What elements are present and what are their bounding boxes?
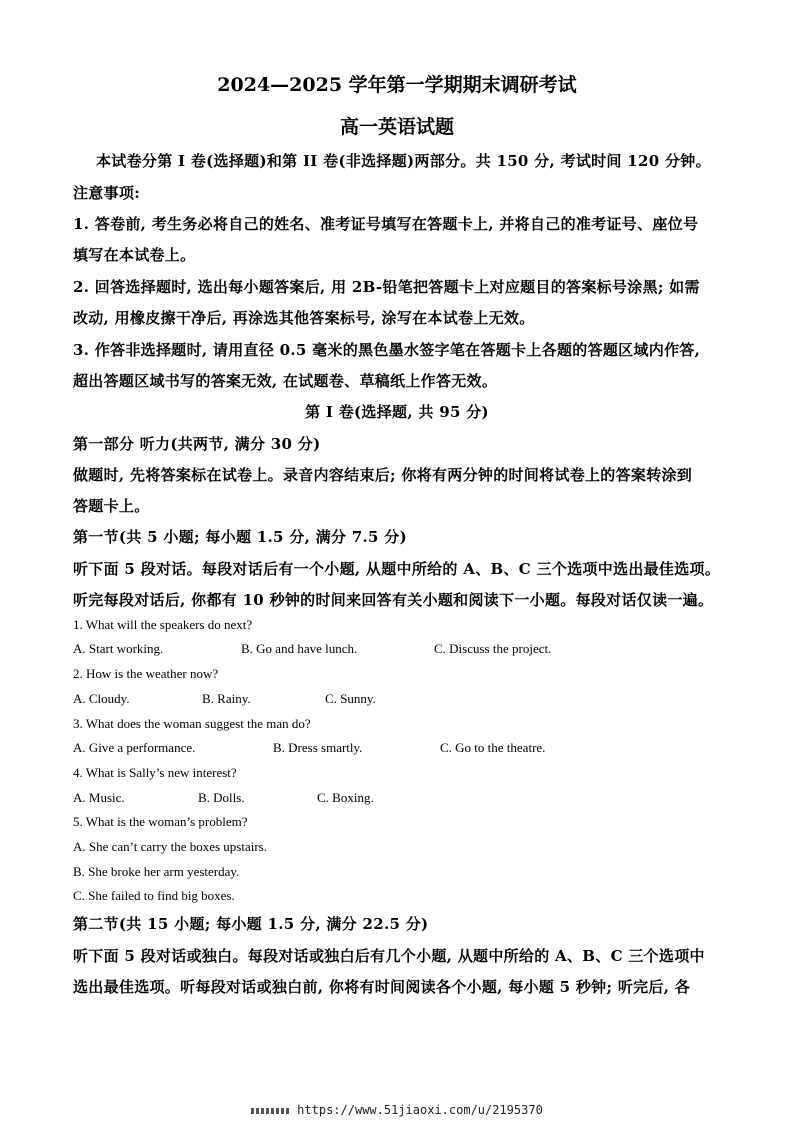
notice-item-3-cont: 超出答题区域书写的答案无效, 在试题卷、草稿纸上作答无效。 xyxy=(73,372,498,390)
q2-option-b: B. Rainy. xyxy=(202,691,251,706)
question-5: 5. What is the woman’s problem? xyxy=(73,814,248,829)
q5-option-b: B. She broke her arm yesterday. xyxy=(73,864,240,879)
q5-option-c: C. She failed to find big boxes. xyxy=(73,888,235,903)
q1-option-a: A. Start working. xyxy=(73,641,164,656)
q2-option-a: A. Cloudy. xyxy=(73,691,130,706)
notice-item-1: 1. 答卷前, 考生务必将自己的姓名、准考证号填写在答题卡上, 并将自己的准考证号、座位号 xyxy=(73,215,699,233)
notice-item-2-cont: 改动, 用橡皮擦干净后, 再涂选其他答案标号, 涂写在本试卷上无效。 xyxy=(73,309,535,327)
q4-option-c: C. Boxing. xyxy=(317,790,374,805)
part1-instructions: 做题时, 先将答案标在试卷上。录音内容结束后; 你将有两分钟的时间将试卷上的答案转涂到 xyxy=(73,466,693,484)
notice-item-3: 3. 作答非选择题时, 请用直径 0.5 毫米的黑色墨水签字笔在答题卡上各题的答题区域内作答, xyxy=(73,341,701,359)
q1-option-c: C. Discuss the project. xyxy=(434,641,552,656)
notice-heading: 注意事项: xyxy=(73,184,141,202)
footer-url[interactable]: https://www.51jiaoxi.com/u/2195370 xyxy=(297,1103,543,1117)
q4-option-a: A. Music. xyxy=(73,790,125,805)
q3-option-c: C. Go to the theatre. xyxy=(440,740,546,755)
question-3: 3. What does the woman suggest the man do? xyxy=(73,716,311,731)
question-2: 2. How is the weather now? xyxy=(73,666,219,681)
question-4: 4. What is Sally’s new interest? xyxy=(73,765,237,780)
part1-instructions-cont: 答题卡上。 xyxy=(73,497,150,515)
q3-option-b: B. Dress smartly. xyxy=(273,740,363,755)
intro-text: 本试卷分第 I 卷(选择题)和第 II 卷(非选择题)两部分。共 150 分, 考试时间 120 分钟。 xyxy=(96,152,711,170)
page-subtitle: 高一英语试题 xyxy=(339,116,454,138)
section1-instructions-cont: 听完每段对话后, 你都有 10 秒钟的时间来回答有关小题和阅读下一小题。每段对话仅读一遍。 xyxy=(73,591,714,609)
section2-heading: 第二节(共 15 小题; 每小题 1.5 分, 满分 22.5 分) xyxy=(73,915,429,933)
watermark-icon xyxy=(251,1108,291,1114)
notice-item-2: 2. 回答选择题时, 选出每小题答案后, 用 2B-铅笔把答题卡上对应题目的答案标号涂黑; 如需 xyxy=(73,278,700,296)
notice-item-1-cont: 填写在本试卷上。 xyxy=(73,246,196,264)
q4-option-b: B. Dolls. xyxy=(198,790,245,805)
section2-instructions-cont: 选出最佳选项。听每段对话或独白前, 你将有时间阅读各个小题, 每小题 5 秒钟; 听完后, 各 xyxy=(73,978,691,996)
q1-option-b: B. Go and have lunch. xyxy=(241,641,358,656)
volume-heading: 第 I 卷(选择题, 共 95 分) xyxy=(305,403,489,421)
section1-instructions: 听下面 5 段对话。每段对话后有一个小题, 从题中所给的 A、B、C 三个选项中选出最佳选项。 xyxy=(73,560,721,578)
section2-instructions: 听下面 5 段对话或独白。每段对话或独白后有几个小题, 从题中所给的 A、B、C 三个选项中 xyxy=(73,947,705,965)
footer xyxy=(0,1103,794,1117)
q2-option-c: C. Sunny. xyxy=(325,691,376,706)
page-title: 2024—2025 学年第一学期期末调研考试 xyxy=(217,74,577,96)
question-1: 1. What will the speakers do next? xyxy=(73,617,253,632)
q5-option-a: A. She can’t carry the boxes upstairs. xyxy=(73,839,267,854)
q3-option-a: A. Give a performance. xyxy=(73,740,196,755)
section1-heading: 第一节(共 5 小题; 每小题 1.5 分, 满分 7.5 分) xyxy=(73,528,407,546)
part1-heading: 第一部分 听力(共两节, 满分 30 分) xyxy=(73,435,321,453)
